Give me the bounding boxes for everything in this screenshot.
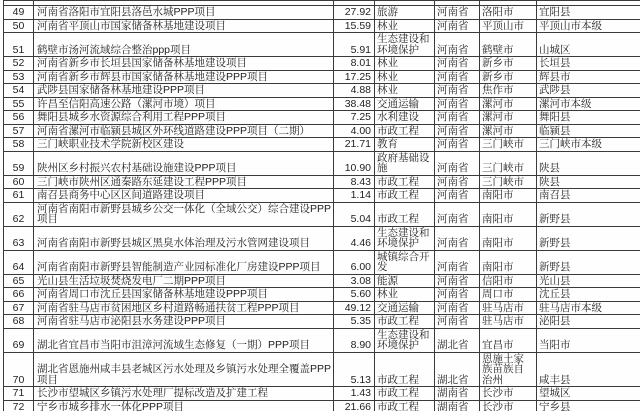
county-cell: 陕县 — [537, 151, 640, 175]
table-row — [4, 175, 640, 189]
table-row — [4, 352, 640, 387]
county-cell: 新野县 — [537, 202, 640, 226]
city-cell: 长沙市 — [480, 387, 537, 401]
county-cell: 驻马店市本级 — [537, 301, 640, 315]
county-cell: 山城区 — [537, 33, 640, 57]
table-row — [4, 274, 640, 288]
table-row — [4, 202, 640, 226]
county-cell: 临颍县 — [537, 124, 640, 138]
project-name-cell: 南召县商务中心区区间道路建设项目 — [34, 189, 334, 203]
county-cell: 望城区 — [537, 387, 640, 401]
project-name-cell: 三门峡市陕州区通秦路东延建设工程PPP项目 — [34, 175, 334, 189]
province-cell: 河南省 — [435, 111, 480, 125]
project-name-cell: 河南省漯河市临颍县城区外环线道路建设PPP项目（二期） — [34, 124, 334, 138]
table-row — [4, 315, 640, 329]
project-name-cell: 河南省新乡市辉县市国家储备林基地建设PPP项目 — [34, 70, 334, 84]
row-number-cell: 72 — [4, 400, 34, 411]
county-cell: 长垣县 — [537, 57, 640, 71]
row-number-cell: 65 — [4, 274, 34, 288]
province-cell: 湖北省 — [435, 328, 480, 352]
category-cell: 交通运输 — [375, 301, 435, 315]
category-cell: 林业 — [375, 84, 435, 98]
city-cell: 洛阳市 — [480, 6, 537, 20]
province-cell: 河南省 — [435, 6, 480, 20]
table-row — [4, 84, 640, 98]
row-number-cell: 71 — [4, 387, 34, 401]
amount-cell: 7.25 — [334, 111, 375, 125]
amount-cell: 1.14 — [334, 189, 375, 203]
category-cell: 市政工程 — [375, 387, 435, 401]
province-cell: 河南省 — [435, 315, 480, 329]
province-cell: 河南省 — [435, 175, 480, 189]
row-number-cell: 59 — [4, 151, 34, 175]
project-name-cell: 宁乡市城乡排水一体化PPP项目 — [34, 400, 334, 411]
province-cell: 河南省 — [435, 288, 480, 302]
row-number-cell: 66 — [4, 288, 34, 302]
row-number-cell: 67 — [4, 301, 34, 315]
amount-cell: 5.04 — [334, 202, 375, 226]
county-cell: 宁乡县 — [537, 400, 640, 411]
row-number-cell: 61 — [4, 189, 34, 203]
project-name-cell: 陕州区乡村振兴农村基础设施建设PPP项目 — [34, 151, 334, 175]
city-cell: 焦作市 — [480, 84, 537, 98]
row-number-cell: 69 — [4, 328, 34, 352]
project-name-cell: 鹤壁市汤河流域综合整治ppp项目 — [34, 33, 334, 57]
project-name-cell: 许昌至信阳高速公路（漯河市境）项目 — [34, 97, 334, 111]
county-cell: 舞阳县 — [537, 111, 640, 125]
row-number-cell: 54 — [4, 84, 34, 98]
category-cell: 市政工程 — [375, 189, 435, 203]
province-cell: 湖南省 — [435, 387, 480, 401]
amount-cell: 8.01 — [334, 57, 375, 71]
project-name-cell: 河南省洛阳市宜阳县洛邑水城PPP项目 — [34, 6, 334, 20]
category-cell: 市政工程 — [375, 202, 435, 226]
city-cell: 宜昌市 — [480, 328, 537, 352]
category-cell: 水利建设 — [375, 111, 435, 125]
county-cell: 泌阳县 — [537, 315, 640, 329]
project-name-cell: 武陟县国家储备林基地建设PPP项目 — [34, 84, 334, 98]
county-cell: 新野县 — [537, 226, 640, 250]
city-cell: 南阳市 — [480, 202, 537, 226]
city-cell: 驻马店市 — [480, 301, 537, 315]
city-cell: 长沙市 — [480, 400, 537, 411]
category-cell: 市政工程 — [375, 315, 435, 329]
table-row — [4, 400, 640, 411]
category-cell: 旅游 — [375, 6, 435, 20]
project-name-cell: 河南省周口市沈丘县国家储备林基地建设PPP项目 — [34, 288, 334, 302]
category-cell: 林业 — [375, 57, 435, 71]
table-row — [4, 33, 640, 57]
amount-cell: 4.88 — [334, 84, 375, 98]
table-row — [4, 250, 640, 274]
table-row — [4, 387, 640, 401]
amount-cell: 8.90 — [334, 328, 375, 352]
project-name-cell: 河南省驻马店市泌阳县水务建设PPP项目 — [34, 315, 334, 329]
category-cell: 生态建设和环境保护 — [375, 226, 435, 250]
city-cell: 漯河市 — [480, 124, 537, 138]
province-cell: 河南省 — [435, 84, 480, 98]
province-cell: 湖北省 — [435, 352, 480, 387]
table-row — [4, 19, 640, 33]
category-cell: 市政工程 — [375, 175, 435, 189]
amount-cell: 6.00 — [334, 250, 375, 274]
province-cell: 湖南省 — [435, 400, 480, 411]
amount-cell: 10.90 — [334, 151, 375, 175]
amount-cell: 21.71 — [334, 138, 375, 152]
category-cell: 市政工程 — [375, 400, 435, 411]
project-name-cell: 河南省南阳市新野县城乡公交一体化（全域公交）综合建设PPP项目 — [34, 202, 334, 226]
amount-cell: 3.08 — [334, 274, 375, 288]
row-number-cell: 57 — [4, 124, 34, 138]
amount-cell: 4.46 — [334, 226, 375, 250]
category-cell: 交通运输 — [375, 97, 435, 111]
row-number-cell: 70 — [4, 352, 34, 387]
table-row — [4, 97, 640, 111]
province-cell: 河南省 — [435, 250, 480, 274]
county-cell: 南召县 — [537, 189, 640, 203]
row-number-cell: 62 — [4, 202, 34, 226]
amount-cell: 38.48 — [334, 97, 375, 111]
project-name-cell: 河南省新乡市长垣县国家储备林基地建设项目 — [34, 57, 334, 71]
table-row — [4, 111, 640, 125]
table-row — [4, 151, 640, 175]
category-cell: 林业 — [375, 70, 435, 84]
project-name-cell: 河南省平顶山市国家储备林基地建设项目 — [34, 19, 334, 33]
province-cell: 河南省 — [435, 226, 480, 250]
category-cell: 林业 — [375, 19, 435, 33]
project-name-cell: 舞阳县城乡水资源综合利用工程PPP项目 — [34, 111, 334, 125]
county-cell: 当阳市 — [537, 328, 640, 352]
table-row — [4, 189, 640, 203]
city-cell: 漯河市 — [480, 111, 537, 125]
amount-cell: 27.92 — [334, 6, 375, 20]
province-cell: 河南省 — [435, 151, 480, 175]
city-cell: 平顶山市 — [480, 19, 537, 33]
province-cell: 河南省 — [435, 33, 480, 57]
project-name-cell: 河南省南阳市新野县城区黑臭水体治理及污水管网建设项目 — [34, 226, 334, 250]
county-cell: 宜阳县 — [537, 6, 640, 20]
province-cell: 河南省 — [435, 202, 480, 226]
row-number-cell: 63 — [4, 226, 34, 250]
project-name-cell: 湖北省宜昌市当阳市沮漳河流域生态修复（一期）PPP项目 — [34, 328, 334, 352]
row-number-cell: 58 — [4, 138, 34, 152]
city-cell: 鹤壁市 — [480, 33, 537, 57]
row-number-cell: 68 — [4, 315, 34, 329]
city-cell: 新乡市 — [480, 70, 537, 84]
province-cell: 河南省 — [435, 274, 480, 288]
project-name-cell: 河南省驻马店市贫困地区乡村道路畅通扶贫工程PPP项目 — [34, 301, 334, 315]
amount-cell: 5.91 — [334, 33, 375, 57]
table-row — [4, 301, 640, 315]
county-cell: 咸丰县 — [537, 352, 640, 387]
province-cell: 河南省 — [435, 189, 480, 203]
amount-cell: 5.60 — [334, 288, 375, 302]
category-cell: 生态建设和环境保护 — [375, 328, 435, 352]
county-cell: 新野县 — [537, 250, 640, 274]
table-row — [4, 70, 640, 84]
table-row — [4, 328, 640, 352]
province-cell: 河南省 — [435, 301, 480, 315]
county-cell: 光山县 — [537, 274, 640, 288]
amount-cell: 4.00 — [334, 124, 375, 138]
city-cell: 漯河市 — [480, 97, 537, 111]
row-number-cell: 49 — [4, 6, 34, 20]
amount-cell: 49.12 — [334, 301, 375, 315]
project-name-cell: 湖北省恩施州咸丰县老城区污水处理及乡镇污水处理全覆盖PPP项目 — [34, 352, 334, 387]
amount-cell: 5.35 — [334, 315, 375, 329]
table-row — [4, 57, 640, 71]
city-cell: 南阳市 — [480, 189, 537, 203]
table-row — [4, 6, 640, 20]
city-cell: 周口市 — [480, 288, 537, 302]
county-cell: 三门峡市本级 — [537, 138, 640, 152]
city-cell: 三门峡市 — [480, 175, 537, 189]
amount-cell: 17.25 — [334, 70, 375, 84]
province-cell: 河南省 — [435, 97, 480, 111]
city-cell: 新乡市 — [480, 57, 537, 71]
category-cell: 能源 — [375, 274, 435, 288]
amount-cell: 8.43 — [334, 175, 375, 189]
row-number-cell: 64 — [4, 250, 34, 274]
table-row — [4, 138, 640, 152]
city-cell: 南阳市 — [480, 226, 537, 250]
province-cell: 河南省 — [435, 70, 480, 84]
category-cell: 林业 — [375, 288, 435, 302]
city-cell: 三门峡市 — [480, 138, 537, 152]
city-cell: 恩施土家族苗族自治州 — [480, 352, 537, 387]
province-cell: 河南省 — [435, 57, 480, 71]
province-cell: 河南省 — [435, 19, 480, 33]
row-number-cell: 60 — [4, 175, 34, 189]
row-number-cell: 56 — [4, 111, 34, 125]
project-name-cell: 光山县生活垃圾焚烧发电厂二期PPP项目 — [34, 274, 334, 288]
city-cell: 三门峡市 — [480, 151, 537, 175]
county-cell: 辉县市 — [537, 70, 640, 84]
city-cell: 信阳市 — [480, 274, 537, 288]
amount-cell: 15.59 — [334, 19, 375, 33]
row-number-cell: 53 — [4, 70, 34, 84]
project-name-cell: 三门峡职业技术学院新校区建设 — [34, 138, 334, 152]
project-name-cell: 河南省南阳市新野县智能制造产业园标准化厂房建设PPP项目 — [34, 250, 334, 274]
county-cell: 平顶山市本级 — [537, 19, 640, 33]
table-row — [4, 288, 640, 302]
province-cell: 河南省 — [435, 124, 480, 138]
row-number-cell: 51 — [4, 33, 34, 57]
category-cell: 城镇综合开发 — [375, 250, 435, 274]
category-cell: 市政工程 — [375, 124, 435, 138]
category-cell: 政府基础设施 — [375, 151, 435, 175]
amount-cell: 5.13 — [334, 352, 375, 387]
city-cell: 南阳市 — [480, 250, 537, 274]
category-cell: 教育 — [375, 138, 435, 152]
row-number-cell: 52 — [4, 57, 34, 71]
county-cell: 漯河市本级 — [537, 97, 640, 111]
row-number-cell: 55 — [4, 97, 34, 111]
category-cell: 市政工程 — [375, 352, 435, 387]
amount-cell: 21.66 — [334, 400, 375, 411]
row-number-cell: 50 — [4, 19, 34, 33]
table-row — [4, 226, 640, 250]
county-cell: 武陟县 — [537, 84, 640, 98]
county-cell: 陕县 — [537, 175, 640, 189]
amount-cell: 1.43 — [334, 387, 375, 401]
county-cell: 沈丘县 — [537, 288, 640, 302]
city-cell: 驻马店市 — [480, 315, 537, 329]
project-name-cell: 长沙市望城区乡镇污水处理厂提标改造及扩建工程 — [34, 387, 334, 401]
province-cell: 河南省 — [435, 138, 480, 152]
ppp-project-table — [3, 0, 640, 411]
table-row — [4, 124, 640, 138]
category-cell: 生态建设和环境保护 — [375, 33, 435, 57]
